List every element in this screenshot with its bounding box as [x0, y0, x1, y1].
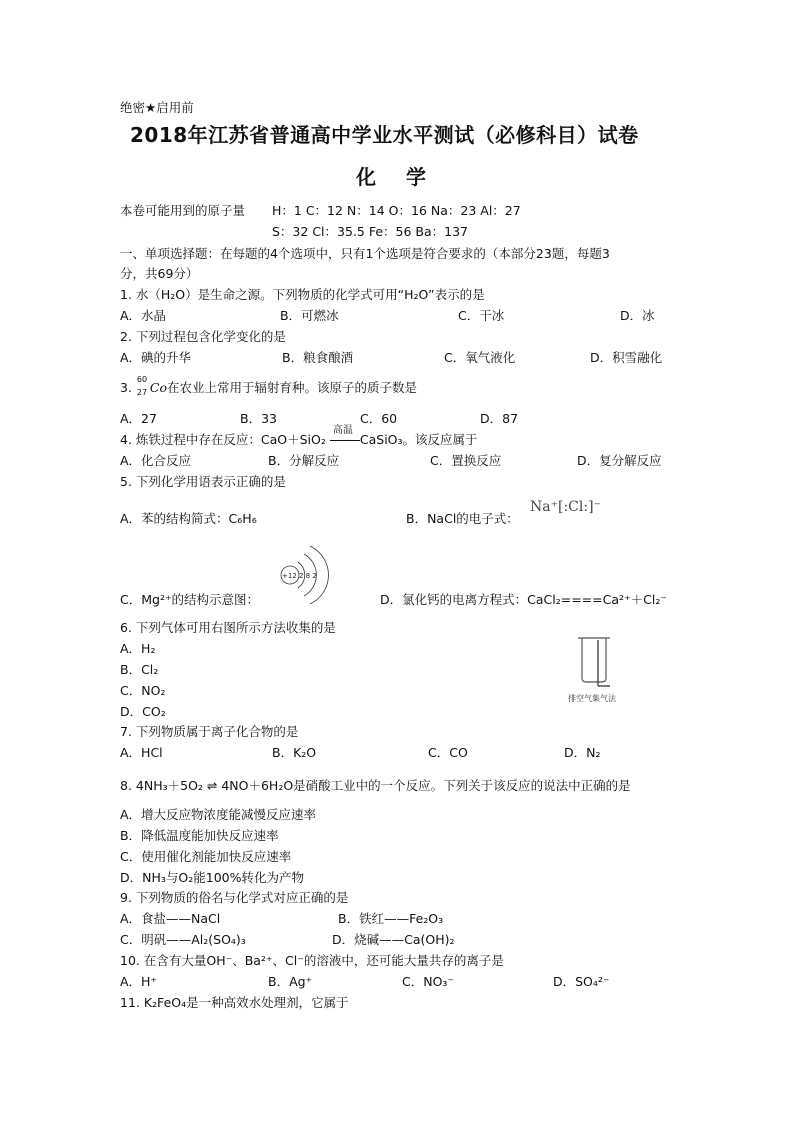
- q3-option-d[interactable]: D．87: [480, 411, 519, 426]
- q3-option-b[interactable]: B．33: [240, 411, 277, 426]
- q10-stem: 10. 在含有大量OH⁻、Ba²⁺、Cl⁻的溶液中，还可能大量共存的离子是: [120, 953, 504, 968]
- q1-option-d[interactable]: D．冰: [620, 308, 655, 323]
- q5-option-d[interactable]: D．氯化钙的电离方程式：CaCl₂====Ca²⁺＋Cl₂⁻: [380, 592, 667, 607]
- mg-ion-structure-diagram: [276, 540, 330, 610]
- q10-option-b[interactable]: B．Ag⁺: [268, 974, 313, 989]
- q3-stem: [120, 375, 418, 397]
- q4-option-b[interactable]: B．分解反应: [268, 453, 340, 468]
- q7-option-b[interactable]: B．K₂O: [272, 745, 317, 760]
- atomic-mass-line1: H：1 C：12 N：14 O：16 Na：23 Al：27: [272, 203, 521, 218]
- atomic-mass-line2: S：32 Cl：35.5 Fe：56 Ba：137: [272, 224, 468, 239]
- q8-option-d[interactable]: D．NH₃与O₂能100%转化为产物: [120, 870, 304, 885]
- q1-option-c[interactable]: C．干冰: [458, 308, 505, 323]
- q9-option-b[interactable]: B．铁红——Fe₂O₃: [338, 911, 444, 926]
- q2-option-d[interactable]: D．积雪融化: [590, 350, 663, 365]
- q6-option-a[interactable]: A．H₂: [120, 641, 156, 656]
- gas-jar: [582, 638, 606, 682]
- q3-mass-number: 60: [136, 375, 148, 384]
- q5-stem: 5. 下列化学用语表示正确的是: [120, 474, 286, 489]
- q10-option-a[interactable]: A．H⁺: [120, 974, 158, 989]
- q4-reaction-line: [330, 440, 360, 441]
- q3-atomic-number: 27: [136, 388, 148, 397]
- q3-symbol: Co: [149, 380, 168, 395]
- q9-option-a[interactable]: A．食盐——NaCl: [120, 911, 221, 926]
- q4-condition: 高温: [332, 425, 353, 436]
- q4-stem-prefix: 4. 炼铁过程中存在反应：CaO＋SiO₂: [120, 432, 326, 447]
- q4-stem: [120, 425, 478, 449]
- q9-option-c[interactable]: C．明矾——Al₂(SO₄)₃: [120, 932, 246, 947]
- q10-option-c[interactable]: C．NO₃⁻: [402, 974, 455, 989]
- q8-option-c[interactable]: C．使用催化剂能加快反应速率: [120, 849, 292, 864]
- q2-option-a[interactable]: A．碘的升华: [120, 350, 192, 365]
- q4-option-c[interactable]: C．置换反应: [430, 453, 502, 468]
- q5-option-b[interactable]: B．NaCl的电子式：: [406, 511, 519, 526]
- q7-option-d[interactable]: D．N₂: [564, 745, 601, 760]
- section-heading-line1: 一、单项选择题：在每题的4个选项中，只有1个选项是符合要求的（本部分23题，每题3: [120, 246, 610, 261]
- q5-option-a[interactable]: A．苯的结构简式：C₆H₆: [120, 511, 257, 526]
- q7-option-a[interactable]: A．HCl: [120, 745, 163, 760]
- q3-option-c[interactable]: C．60: [360, 411, 398, 426]
- atomic-mass-label: 本卷可能用到的原子量: [120, 203, 246, 218]
- q1-stem: 1. 水（H₂O）是生命之源。下列物质的化学式可用“H₂O”表示的是: [120, 287, 485, 302]
- figure-caption: 排空气集气法: [568, 694, 616, 703]
- section-heading-line2: 分，共69分）: [120, 266, 199, 281]
- q8-option-b[interactable]: B．降低温度能加快反应速率: [120, 828, 279, 843]
- q3-stem-text: 在农业上常用于辐射育种。该原子的质子数是: [167, 380, 418, 395]
- q4-stem-suffix: CaSiO₃。该反应属于: [359, 432, 478, 447]
- page-title: 2018年江苏省普通高中学业水平测试（必修科目）试卷: [130, 123, 639, 147]
- nacl-electron-formula: Na⁺[:Cl:]⁻: [530, 499, 601, 515]
- q7-option-c[interactable]: C．CO: [428, 745, 468, 760]
- q6-option-c[interactable]: C．NO₂: [120, 683, 166, 698]
- q2-option-b[interactable]: B．粮食酿酒: [282, 350, 354, 365]
- q5-option-c[interactable]: C．Mg²⁺的结构示意图：: [120, 592, 260, 607]
- q10-option-d[interactable]: D．SO₄²⁻: [553, 974, 610, 989]
- q9-stem: 9. 下列物质的俗名与化学式对应正确的是: [120, 890, 349, 905]
- q7-stem: 7. 下列物质属于离子化合物的是: [120, 724, 299, 739]
- q2-stem: 2. 下列过程包含化学变化的是: [120, 329, 286, 344]
- q1-option-a[interactable]: A．水晶: [120, 308, 167, 323]
- q6-option-b[interactable]: B．Cl₂: [120, 662, 159, 677]
- q8-stem: 8. 4NH₃＋5O₂ ⇌ 4NO＋6H₂O是硝酸工业中的一个反应。下列关于该反应的说法中正确的是: [120, 778, 631, 793]
- q1-option-b[interactable]: B．可燃冰: [280, 308, 339, 323]
- q4-option-a[interactable]: A．化合反应: [120, 453, 192, 468]
- q2-option-c[interactable]: C．氧气液化: [444, 350, 516, 365]
- q3-option-a[interactable]: A．27: [120, 411, 157, 426]
- q6-stem: 6. 下列气体可用右图所示方法收集的是: [120, 620, 336, 635]
- shell-electrons: 2 8 2: [299, 572, 317, 580]
- q11-stem: 11. K₂FeO₄是一种高效水处理剂，它属于: [120, 995, 349, 1010]
- q8-option-a[interactable]: A．增大反应物浓度能减慢反应速率: [120, 807, 317, 822]
- subject-title: 化学: [356, 165, 456, 189]
- gas-collection-figure: [570, 634, 650, 694]
- nucleus-label: +12: [282, 572, 297, 580]
- q3-number: 3.: [120, 380, 132, 395]
- q6-option-d[interactable]: D．CO₂: [120, 704, 166, 719]
- secret-label: 绝密★启用前: [120, 100, 194, 115]
- q4-option-d[interactable]: D．复分解反应: [577, 453, 662, 468]
- q9-option-d[interactable]: D．烧碱——Ca(OH)₂: [332, 932, 455, 947]
